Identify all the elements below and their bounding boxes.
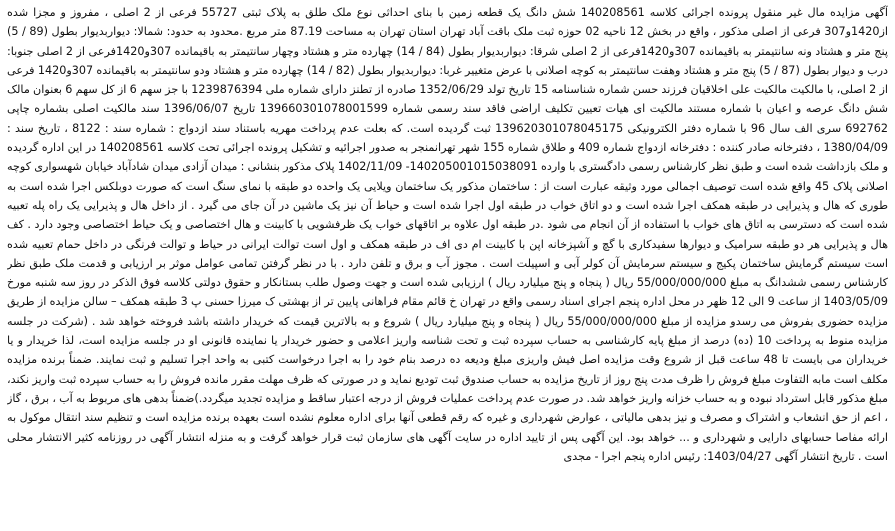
auction-notice-text: آگهی مزایده مال غیر منقول پرونده اجرائی کلاسه 140208561 شش دانگ یک قطعه زمین با بنای احداثی نوع ملک طلق به پلاک ثبتی 55727 فرعی از 2 اصلی ، مفروز و مجزا شده از1420و307 فرعی از اصلی مذکور ، واقع در بخش 12 ناحیه 02 حوزه ثبت ملک باقت آباد تهران استان تهران به مساحت 87.19 متر مربع .محدود به حدود: شمالا: دیواربدیوار بطول (89 / 5) پنج متر و هشتاد ونه سانتیمتر به باقیمانده 307و1420فرعی از 2 اصلی شرقا: دیواربدیوار بطول (84 / 14) چهارده متر و هشتاد وچهار سانتیمتر به باقیمانده 307و1420فرعی از 2 اصلی جنوبا: درب و دیوار بطول (87 / 5) پنج متر و هشتاد وهفت سانتیمتر به کوچه اصلانی با عرض متغییر غربا: دیواربدیوار بطول (82 / 14) چهارده متر و هشتاد ودو سانتیمتر به باقیمانده 307و1420 فرعی از 2 اصلی، با مالکیت مالکیت علی اخلاقیان فرزند حسن شماره شناسنامه 15 تاریخ تولد 1352/06/29 صادره از تطنز دارای شماره ملی 1239876394 با جز سهم 6 از کل سهم 6 بعنوان مالک شش دانگ عرصه و اعیان با شماره مستند مالکیت ای هیات تعیین تکلیف اراضی فاقد سند رسمی شماره 139660301078001599 تاریخ 1396/06/07 سند مالکیت اصلی بشماره چاپی 692762 سری الف سال 96 با شماره دفتر الکترونیکی 139620301078045175 ثبت گردیده است. که بعلت عدم پرداخت مهریه باستناد سند ازدواج : شماره سند : 8122 ، تاریخ سند : 1380/04/09 ، دفترخانه صادر کننده : دفترخانه ازدواج شماره 409 و طلاق شماره 155 شهر تهرانمنجر به صدور اجرائیه و تشکیل پرونده اجرائی تحت کلاسه 140208561 در این اداره گردیده و ملک بازداشت شده است و طبق نظر کارشناس رسمی دادگستری با وارده 140205001015038091- 1402/11/09 پلاک مذکور بنشانی : میدان آزادی میدان شادآباد خیابان شهسواری کوچه اصلانی پلاک 45 واقع شده است توصیف اجمالی مورد وثیقه عبارت است از : ساختمان مذکور یک ساختمان ویلایی یک واحده دو طبقه با نمای سنگ است که صورت دوبلکس اجرا شده است به طوری که هال و پذیرایی در طبقه همکف اجرا شده است و دو اتاق خواب در طبقه اول اجرا شده است و حیاط آن نیز یک ماشین در آن جای می گیرد . از داخل هال و پذیرایی یک راه پله تعبیه شده است که دسترسی به اتاق های خواب با استفاده از آن انجام می شود .در طبقه اول علاوه بر اتاقهای خواب یک ظرفشویی با کابینت و هال اختصاصی و یک حیاط اختصاصی وجود دارد . کف هال و پذیرایی هر دو طبقه سرامیک و دیوارها سفیدکاری با گچ و آشپزخانه اپن با کابینت ام دی اف در طبقه همکف و اول است توالت ایرانی در حیاط و توالت فرنگی در داخل حمام تعبیه شده است سیستم گرمایش ساختمان پکیج و سیستم سرمایش آن کولر آبی و اسپیلت است . مجوز آب و برق و تلفن دارد . با در نظر گرفتن تمامی عوامل موثر بر ارزیابی و قدمت ملک طبق نظر کارشناس رسمی ششدانگ به مبلغ 55/000/000/000 ریال ( پنجاه و پنج میلیارد ریال ) ارزیابی شده است و جهت وصول طلب بستانکار و حقوق دولتی کلاسه فوق الذکر در روز سه شنبه مورخ 1403/05/09 از ساعت 9 الی 12 ظهر در محل اداره پنجم اجرای اسناد رسمی واقع در تهران خ قائم مقام فراهانی پایین تر از بهشتی ک میرزا حسنی پ 3 طبقه همکف – سالن مزایده از طریق مزایده حضوری بفروش می رسدو مزایده از مبلغ 55/000/000/000 ریال ( پنجاه و پنج میلیارد ریال ) شروع و به بالاترین قیمت که خریدار داشته باشد فروخته خواهد شد . (شرکت در جلسه مزایده منوط به پرداخت 10 (ده) درصد از مبلغ پایه کارشناسی به حساب سپرده ثبت و تحت شناسه واریز اعلامی و حضور خریدار یا نماینده قانونی او در جلسه مزایده است، لذا خریدار و یا خریداران می بایست تا 48 ساعت قبل از شروع وقت مزایده اصل فیش واریزی مبلغ ودیعه ده درصد بنام خود را به اجرا درخواست کتبی به واحد اجرا تسلیم و ثبت نمایند. ضمناً برنده مزایده مکلف است مابه التفاوت مبلغ فروش را ظرف مدت پنج روز از تاریخ مزایده به حساب صندوق ثبت تودیع نماید و در صورتی که ظرف مهلت مقرر مانده فروش را به حساب سپرده ثبت واریز نکند، مبلغ مذکور قابل استرداد نبوده و به حساب خزانه واریز خواهد شد. در صورت عدم پرداخت عملیات فروش از درجه اعتبار ساقط و مزایده تجدید میگردد.)ضمناً بدهی های مربوط به آب ، برق ، گاز ، اعم از حق انشعاب و اشتراک و مصرف و نیز بدهی مالیاتی ، عوارض شهرداری و غیره که رقم قطعی آنها برای اداره معلوم نشده است بعهده برنده مزایده است و تنظیم سند انتقال موکول به ارائه مفاصا حسابهای دارایی و شهرداری و ... خواهد بود. این آگهی پس از تایید اداره در سایت آگهی های سازمان ثبت قرار خواهد گرفت و به منزله انتشار آگهی در روزنامه کثیر الانتشار محلی است . تاریخ انتشار آگهی 1403/04/27: رئیس اداره پنجم اجرا - مجدی [7, 6, 888, 463]
